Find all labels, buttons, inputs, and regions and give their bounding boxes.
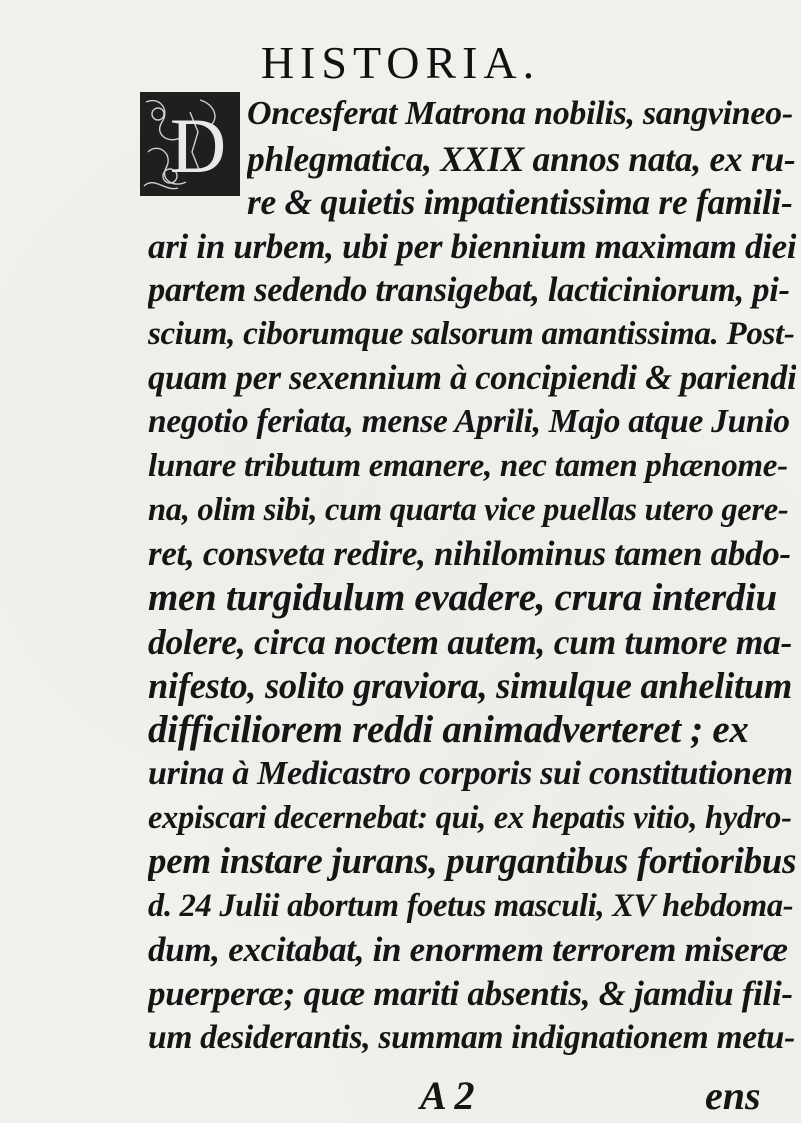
text-line: Oncesferat Matrona nobilis, sangvineo-: [247, 95, 793, 132]
text-line: expiscari decernebat: qui, ex hepatis vitio, hydro-: [148, 800, 792, 836]
text-line: re & quietis impatientissima re famili-: [247, 182, 793, 222]
text-line: um desiderantis, summam indignationem metu-: [148, 1019, 795, 1056]
text-line: lunare tributum emanere, nec tamen phænome-: [148, 448, 788, 484]
text-line: d. 24 Julii abortum foetus masculi, XV hebdoma-: [148, 888, 794, 924]
text-line: pem instare jurans, purgantibus fortioribus: [148, 841, 796, 882]
decorated-initial: [140, 92, 240, 196]
text-line: ari in urbem, ubi per biennium maximam diei: [148, 227, 796, 266]
text-line: ret, consveta redire, nihilominus tamen abdo-: [148, 534, 791, 573]
page-heading: HISTORIA.: [260, 37, 541, 88]
text-line: phlegmatica, XXIX annos nata, ex ru-: [247, 139, 796, 179]
text-line: difficiliorem reddi animadverteret ; ex: [148, 708, 749, 751]
initial-letter: D: [169, 102, 227, 189]
catchword: ens: [705, 1073, 761, 1118]
text-line: dolere, circa noctem autem, cum tumore ma-: [148, 622, 793, 662]
text-line: negotio feriata, mense Aprili, Majo atque Junio: [148, 403, 790, 440]
text-line: men turgidulum evadere, crura interdiu: [148, 576, 777, 619]
ornament-icon: [140, 92, 240, 196]
text-line: urina à Medicastro corporis sui constitutionem: [148, 755, 793, 792]
text-line: partem sedendo transigebat, lacticiniorum, pi-: [148, 271, 790, 309]
signature-mark: A 2: [420, 1073, 475, 1118]
text-line: na, olim sibi, cum quarta vice puellas utero gere-: [148, 492, 789, 528]
text-line: puerperæ; quæ mariti absentis, & jamdiu fili-: [148, 974, 793, 1013]
text-line: nifesto, solito graviora, simulque anhelitum: [148, 665, 792, 706]
text-line: quam per sexennium à concipiendi & pariendi: [148, 359, 796, 397]
text-line: dum, excitabat, in enormem terrorem miseræ: [148, 930, 788, 969]
text-line: scium, ciborumque salsorum amantissima. Post-: [148, 316, 795, 352]
